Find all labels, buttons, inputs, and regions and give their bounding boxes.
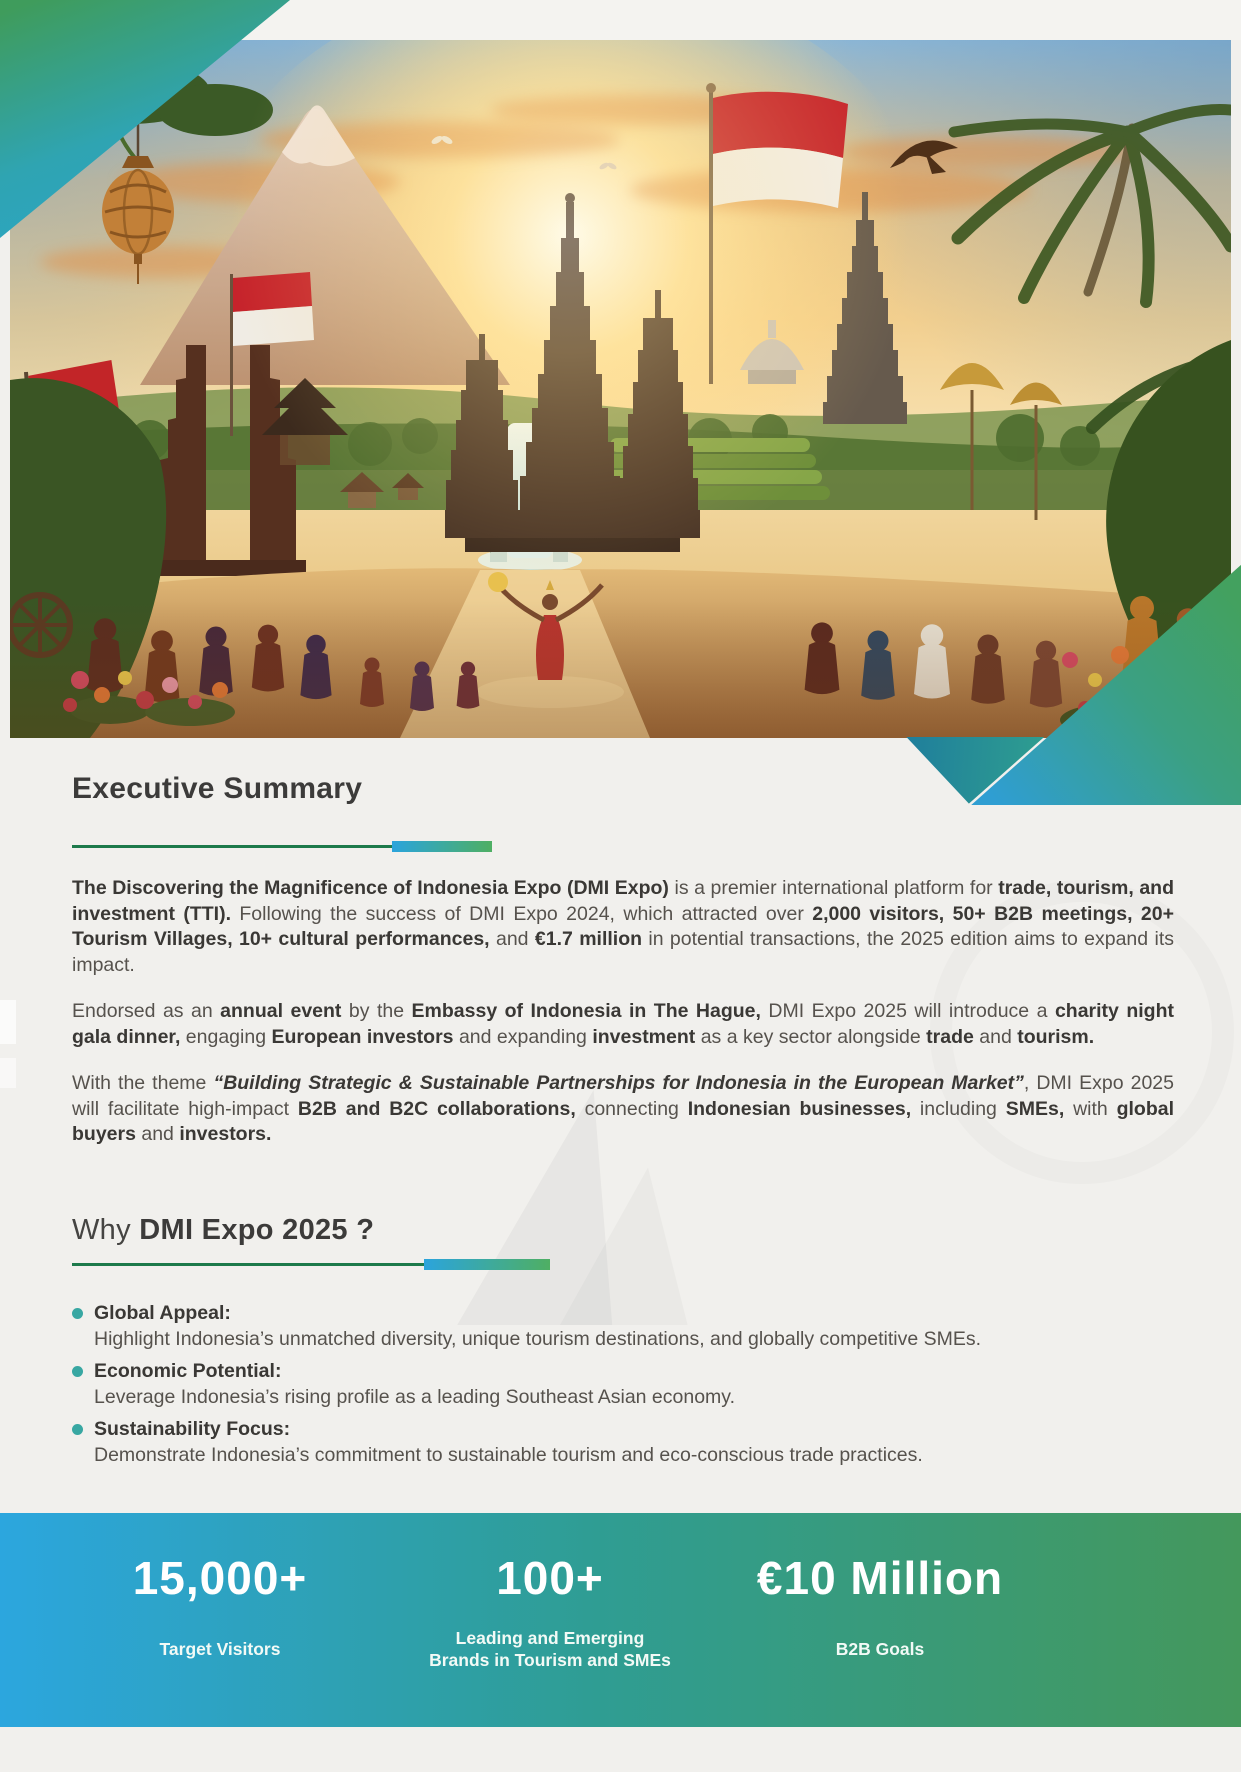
- why-section-title: [72, 1214, 374, 1247]
- paragraph-2: Endorsed as an annual event by the Embassy of Indonesia in The Hague, DMI Expo 2025 will introduce a charity night gala dinner, engaging European investors and expanding investment as a key sector alongside trade and tourism.: [72, 1000, 1174, 1048]
- stat-brands: [385, 1551, 715, 1673]
- bullet-dot-icon: [72, 1308, 83, 1319]
- bullet-description: Demonstrate Indonesia’s commitment to sustainable tourism and eco-conscious trade practices.: [94, 1444, 923, 1466]
- list-item: [72, 1358, 1182, 1410]
- executive-summary-title: Executive Summary: [72, 772, 363, 805]
- stat-label: B2B Goals: [835, 1639, 925, 1659]
- watermark-bar: [0, 1000, 16, 1044]
- stat-value: 15,000+: [132, 1552, 308, 1604]
- bullet-label: Global Appeal:: [94, 1302, 231, 1324]
- section-rule: [72, 845, 392, 848]
- bullet-label: Sustainability Focus:: [94, 1418, 291, 1440]
- paragraph-3: With the theme “Building Strategic & Sustainable Partnerships for Indonesia in the European Market”, DMI Expo 2025 will facilitate high-impact B2B and B2C collaborations, connecting Indonesian businesses, including SMEs, with global buyers and investors.: [72, 1072, 1175, 1145]
- stats-row: [55, 1551, 1045, 1673]
- why-title-prefix: Why: [72, 1214, 140, 1246]
- section-rule-accent: [392, 841, 492, 852]
- section-rule-accent: [424, 1259, 550, 1270]
- bullet-description: Leverage Indonesia’s rising profile as a leading Southeast Asian economy.: [94, 1386, 736, 1408]
- watermark-bar: [0, 1058, 16, 1088]
- section-rule: [72, 1263, 424, 1266]
- stat-label: Target Visitors: [159, 1639, 281, 1659]
- why-title-bold: DMI Expo 2025 ?: [139, 1214, 375, 1246]
- stat-b2b-goals: [715, 1551, 1045, 1673]
- stat-label: Leading and Emerging Brands in Tourism and SMEs: [429, 1628, 671, 1670]
- stat-target-visitors: [55, 1551, 385, 1673]
- stat-value: 100+: [496, 1552, 604, 1604]
- list-item: [72, 1300, 1182, 1352]
- why-bullet-list: [72, 1300, 1182, 1474]
- paragraph-1: The Discovering the Magnificence of Indonesia Expo (DMI Expo) is a premier international platform for trade, tourism, and investment (TTI). Following the success of DMI Expo 2024, which attracted over 2,000 visitors, 50+ B2B meetings, 20+ Tourism Villages, 10+ cultural performances, and €1.7 million in potential transactions, the 2025 edition aims to expand its impact.: [72, 877, 1175, 976]
- bullet-dot-icon: [72, 1366, 83, 1377]
- bullet-label: Economic Potential:: [94, 1360, 282, 1382]
- stat-value: €10 Million: [756, 1552, 1004, 1604]
- executive-summary-body: [72, 876, 1174, 1169]
- bullet-description: Highlight Indonesia’s unmatched diversity, unique tourism destinations, and globally competitive SMEs.: [94, 1328, 982, 1350]
- bullet-dot-icon: [72, 1424, 83, 1435]
- hero-image: [10, 40, 1231, 738]
- list-item: [72, 1416, 1182, 1468]
- stats-band: [0, 1513, 1241, 1727]
